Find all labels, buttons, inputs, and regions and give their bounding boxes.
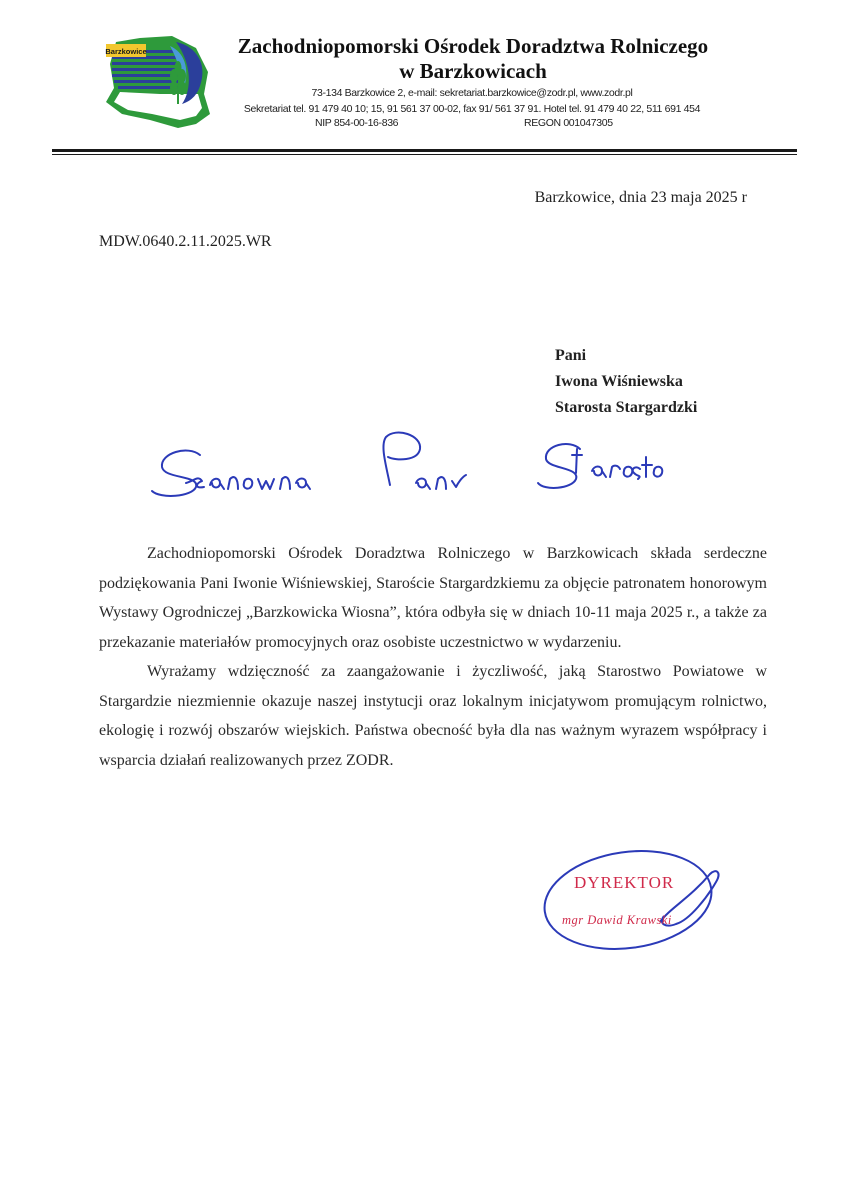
signature-stamp — [540, 842, 740, 962]
organization-name — [226, 34, 720, 84]
recipient-name: Iwona Wiśniewska — [555, 373, 683, 390]
regon-number: REGON 001047305 — [524, 117, 613, 129]
logo-label: Barzkowice — [105, 47, 147, 56]
recipient-salutation: Pani — [555, 347, 587, 364]
address-line: 73-134 Barzkowice 2, e-mail: sekretariat.barzkowice@zodr.pl, www.zodr.pl — [311, 87, 633, 99]
recipient-block — [555, 343, 697, 421]
organization-name-line1: Zachodniopomorski Ośrodek Doradztwa Rolniczego — [237, 34, 709, 58]
letter-body — [99, 539, 767, 775]
header-divider-thin — [52, 154, 797, 155]
body-paragraph: Wyrażamy wdzięczność za zaangażowanie i życzliwość, jaką Starostwo Powiatowe w Stargardzie niezmiennie okazuje naszej instytucji oraz lokalnym inicjatywom promującym rolnictwo, ekologię i rozwój obszarów wiejskich. Państwa obecność była dla nas ważnym wyrazem współpracy i wsparcia działań realizowanych przez ZODR. — [99, 663, 767, 769]
stamp-title: DYREKTOR — [574, 873, 675, 892]
header-divider-thick — [52, 149, 797, 152]
phone-line: Sekretariat tel. 91 479 40 10; 15, 91 561 37 00-02, fax 91/ 561 37 91. Hotel tel. 91 479 40 22, 511 691 454 — [243, 103, 701, 115]
stamp-name: mgr Dawid Krawski — [562, 913, 672, 927]
organization-logo — [100, 28, 218, 132]
body-paragraph: Zachodniopomorski Ośrodek Doradztwa Rolniczego w Barzkowicach składa serdeczne podziękowania Pani Iwonie Wiśniewskiej, Staroście Stargardzkiemu za objęcie patronatem honorowym Wystawy Ogrodniczej „Barzkowicka Wiosna”, która odbyła się w dniach 10-11 maja 2025 r., a także za przekazanie materiałów promocyjnych oraz osobiste uczestnictwo w wydarzeniu. — [99, 545, 767, 651]
contact-info — [222, 85, 722, 117]
letter-date: Barzkowice, dnia 23 maja 2025 r — [534, 189, 747, 206]
organization-name-line2: w Barzkowicach — [399, 59, 547, 83]
nip-number: NIP 854-00-16-836 — [315, 117, 399, 129]
signature-loop — [540, 842, 718, 959]
recipient-title: Starosta Stargardzki — [555, 399, 698, 416]
registration-ids — [222, 117, 722, 133]
reference-number: MDW.0640.2.11.2025.WR — [99, 233, 272, 250]
handwritten-greeting — [140, 425, 720, 505]
